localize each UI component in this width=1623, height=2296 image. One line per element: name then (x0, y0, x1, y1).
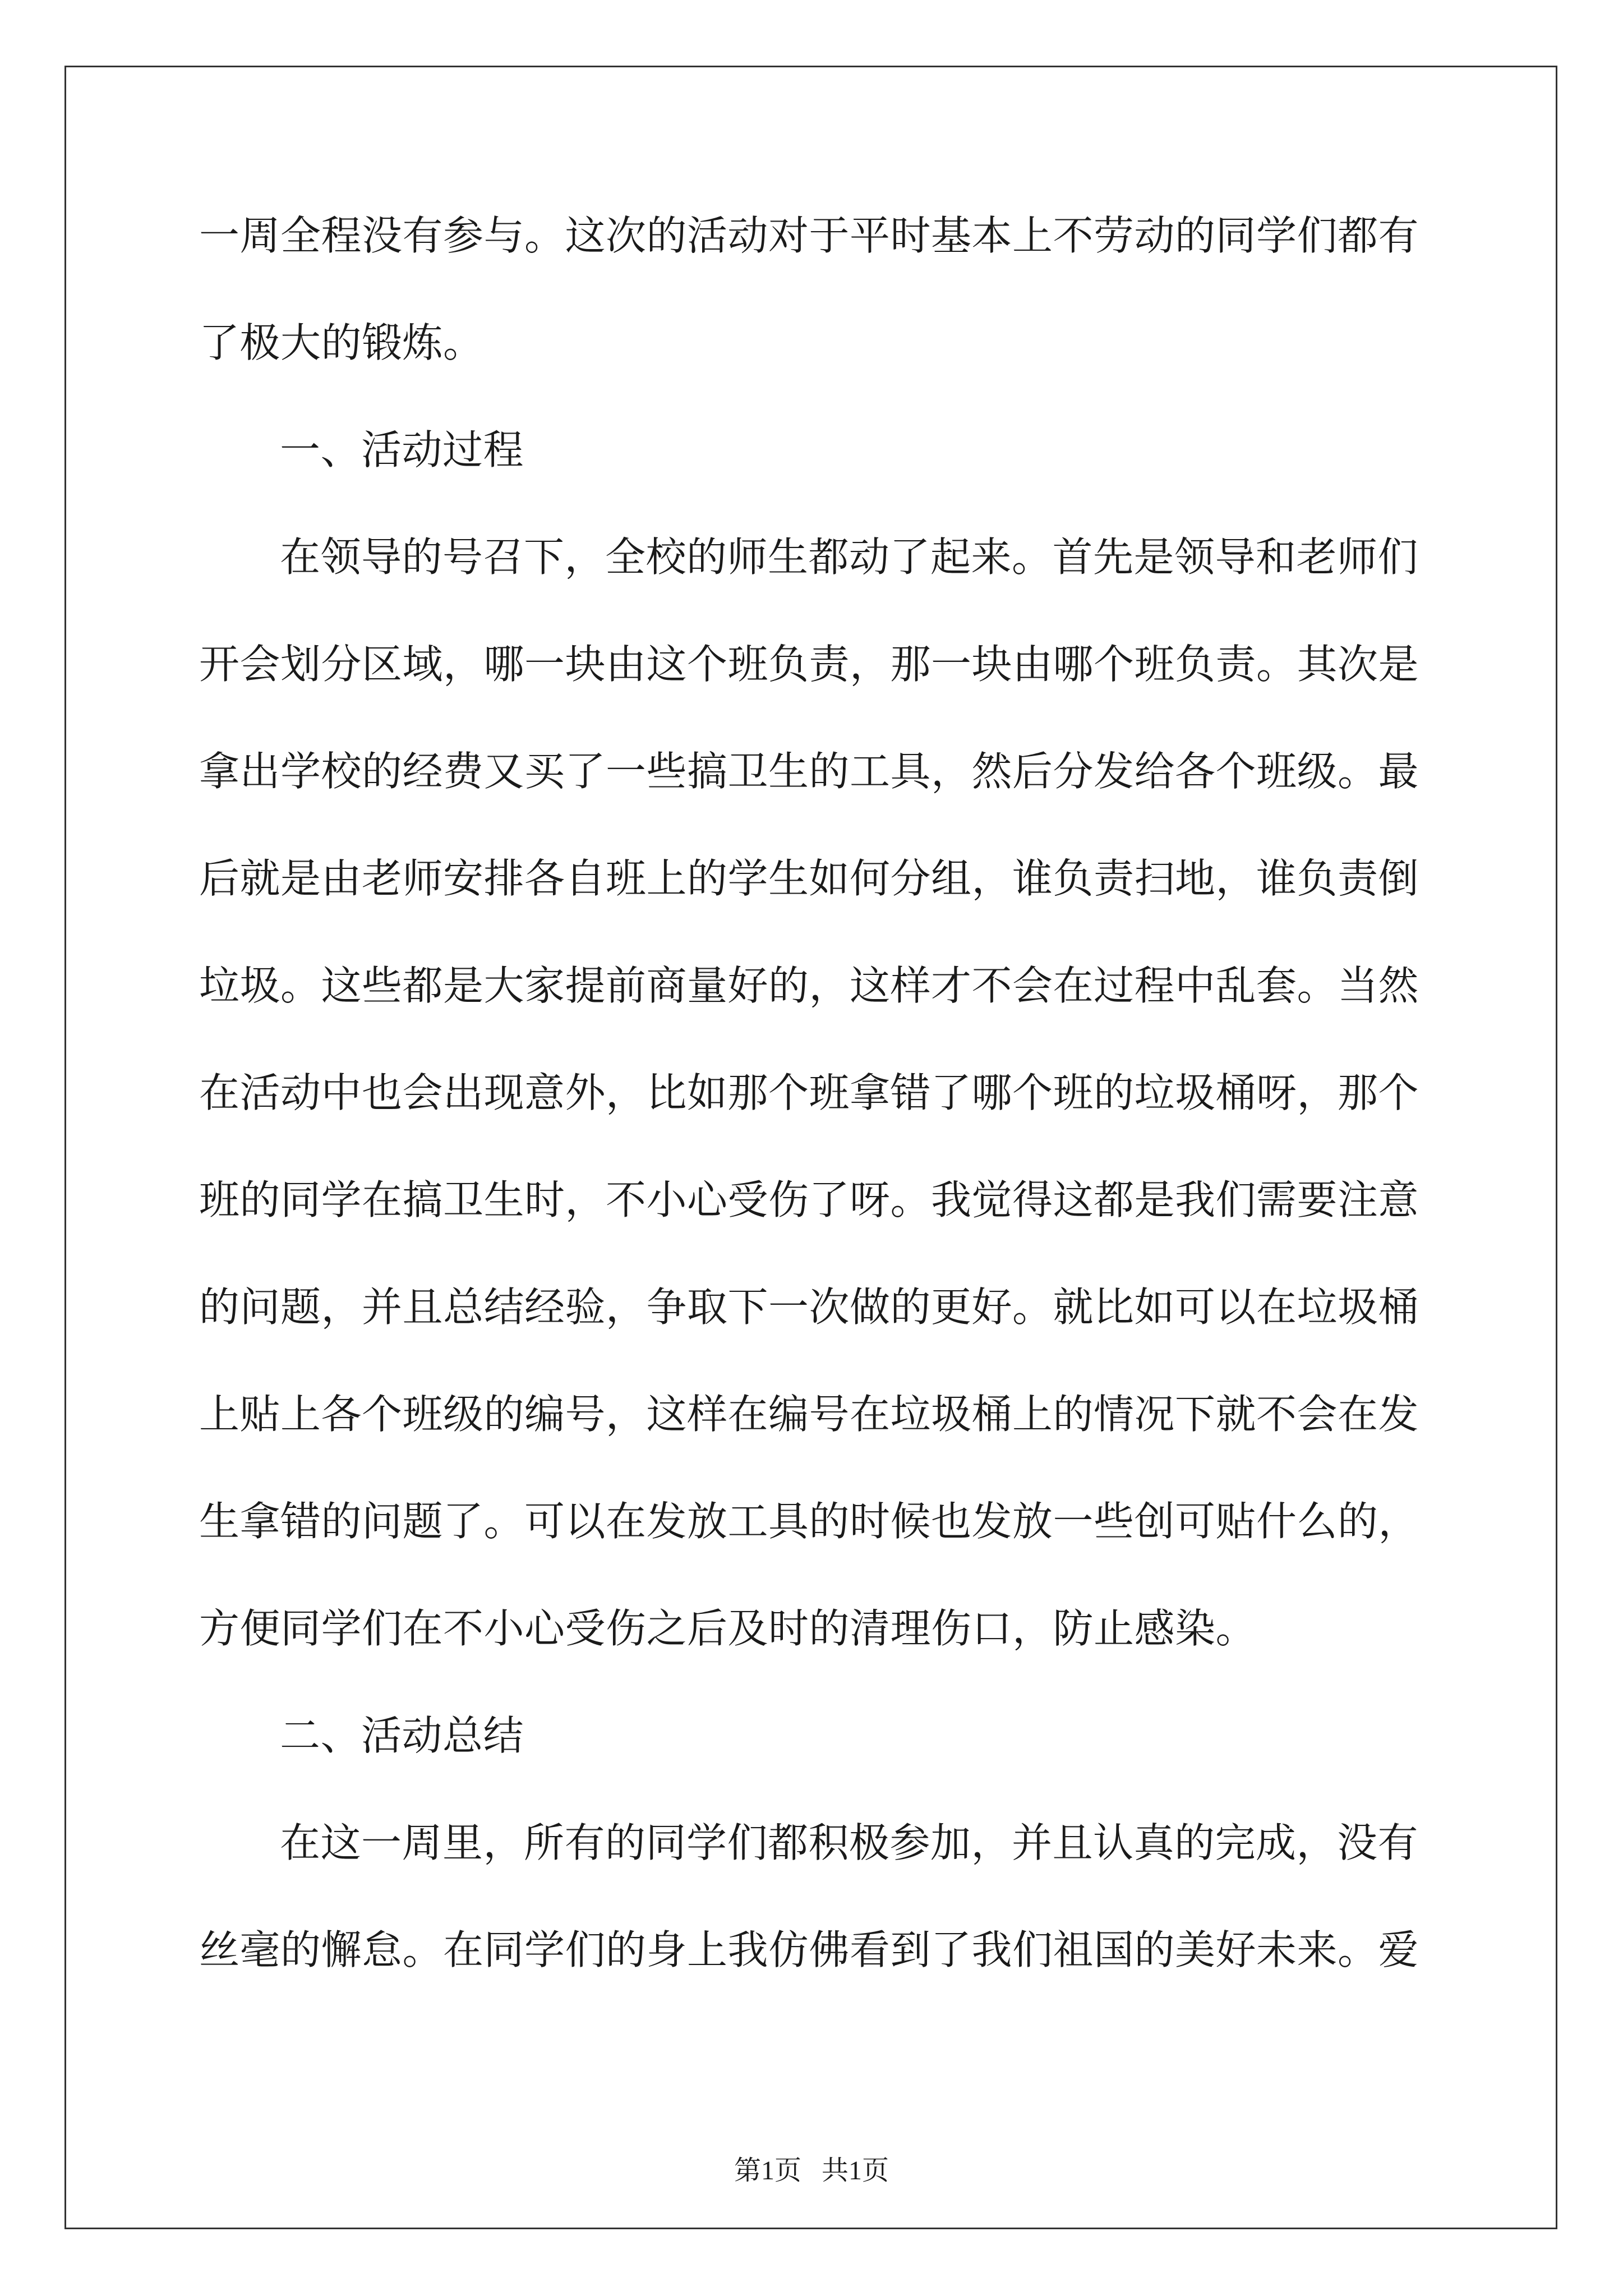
page-number: 第1页 (734, 2156, 801, 2185)
page-footer (0, 2154, 1623, 2188)
text-line: 上贴上各个班级的编号，这样在编号在垃圾桶上的情况下就不会在发 (199, 1391, 1419, 1438)
document-body (199, 208, 1433, 2029)
text-line: 在这一周里，所有的同学们都积极参加，并且认真的完成，没有 (280, 1819, 1419, 1866)
page-total: 共1页 (822, 2156, 889, 2185)
text-line: 在活动中也会出现意外，比如那个班拿错了哪个班的垃圾桶呀，那个 (199, 1069, 1419, 1116)
text-line: 一、活动过程 (280, 426, 524, 473)
text-line: 二、活动总结 (280, 1712, 524, 1759)
text-line: 拿出学校的经费又买了一些搞卫生的工具，然后分发给各个班级。最 (199, 748, 1419, 795)
text-line: 开会划分区域，哪一块由这个班负责，那一块由哪个班负责。其次是 (199, 641, 1419, 688)
text-line: 后就是由老师安排各自班上的学生如何分组，谁负责扫地，谁负责倒 (199, 855, 1419, 902)
text-line: 垃圾。这些都是大家提前商量好的，这样才不会在过程中乱套。当然 (199, 962, 1419, 1009)
text-line: 方便同学们在不小心受伤之后及时的清理伤口，防止感染。 (199, 1605, 1257, 1652)
text-line: 在领导的号召下，全校的师生都动了起来。首先是领导和老师们 (280, 533, 1419, 581)
text-line: 一周全程没有参与。这次的活动对于平时基本上不劳动的同学们都有 (199, 212, 1419, 259)
text-line: 丝毫的懈怠。在同学们的身上我仿佛看到了我们祖国的美好未来。爱 (199, 1926, 1419, 1973)
text-line: 生拿错的问题了。可以在发放工具的时候也发放一些创可贴什么的， (199, 1498, 1419, 1545)
text-line: 的问题，并且总结经验，争取下一次做的更好。就比如可以在垃圾桶 (199, 1283, 1419, 1331)
text-line: 了极大的锻炼。 (199, 319, 484, 366)
text-line: 班的同学在搞卫生时，不小心受伤了呀。我觉得这都是我们需要注意 (199, 1176, 1419, 1223)
